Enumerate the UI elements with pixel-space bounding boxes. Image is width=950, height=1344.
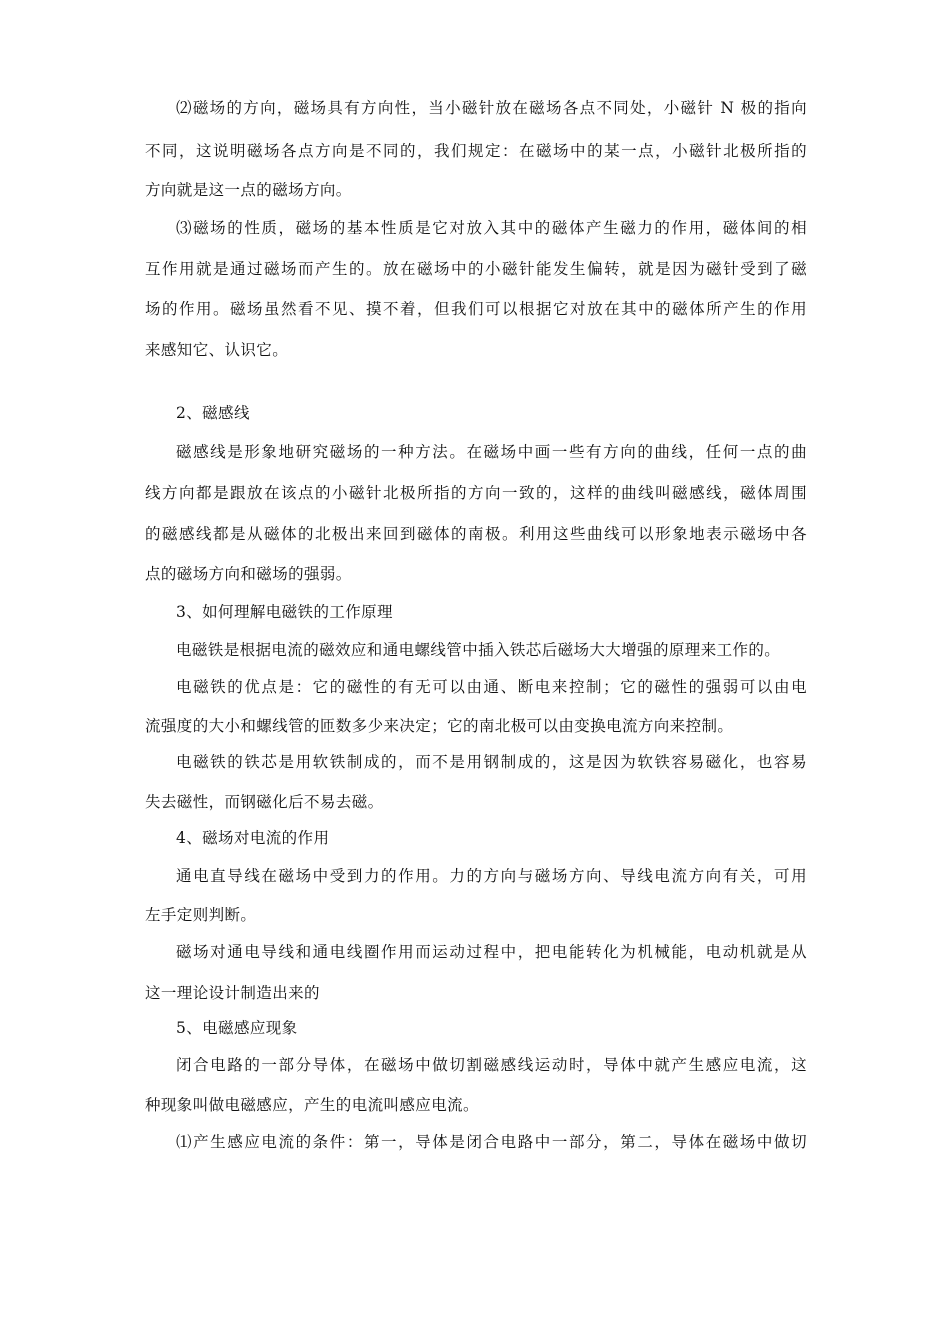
paragraph-electromagnet-core-line-2: 失去磁性，而钢磁化后不易去磁。 (145, 793, 384, 811)
heading-magnetic-field-lines: 2、磁感线 (176, 404, 250, 422)
paragraph-magnetic-property-line-4: 来感知它、认识它。 (145, 341, 289, 359)
paragraph-magnetic-direction-line-3: 方向就是这一点的磁场方向。 (145, 181, 352, 199)
paragraph-field-lines-line-1: 磁感线是形象地研究磁场的一种方法。在磁场中画一些有方向的曲线，任何一点的曲 (176, 443, 807, 461)
paragraph-motor-line-2: 这一理论设计制造出来的 (145, 984, 320, 1002)
paragraph-electromagnet-core-line-1: 电磁铁的铁芯是用软铁制成的，而不是用钢制成的，这是因为软铁容易磁化，也容易 (176, 753, 807, 771)
paragraph-electromagnet-advantages-line-2: 流强度的大小和螺线管的匝数多少来决定；它的南北极可以由变换电流方向来控制。 (145, 717, 734, 735)
paragraph-force-on-wire-line-1: 通电直导线在磁场中受到力的作用。力的方向与磁场方向、导线电流方向有关，可用 (176, 867, 807, 885)
paragraph-magnetic-property-line-2: 互作用就是通过磁场而产生的。放在磁场中的小磁针能发生偏转，就是因为磁针受到了磁 (145, 260, 807, 278)
paragraph-induction-line-1: 闭合电路的一部分导体，在磁场中做切割磁感线运动时，导体中就产生感应电流，这 (176, 1056, 807, 1074)
heading-electromagnetic-induction: 5、电磁感应现象 (176, 1019, 298, 1037)
paragraph-magnetic-direction-line-1: ⑵磁场的方向，磁场具有方向性，当小磁针放在磁场各点不同处，小磁针 N 极的指向 (176, 99, 807, 117)
paragraph-force-on-wire-line-2: 左手定则判断。 (145, 906, 257, 924)
paragraph-induction-conditions-line-1: ⑴产生感应电流的条件：第一，导体是闭合电路中一部分，第二，导体在磁场中做切 (176, 1133, 807, 1151)
paragraph-motor-line-1: 磁场对通电导线和通电线圈作用而运动过程中，把电能转化为机械能，电动机就是从 (176, 943, 807, 961)
paragraph-electromagnet-advantages-line-1: 电磁铁的优点是：它的磁性的有无可以由通、断电来控制；它的磁性的强弱可以由电 (176, 678, 807, 696)
heading-electromagnet-principle: 3、如何理解电磁铁的工作原理 (176, 603, 393, 621)
paragraph-induction-line-2: 种现象叫做电磁感应，产生的电流叫感应电流。 (145, 1096, 479, 1114)
paragraph-field-lines-line-4: 点的磁场方向和磁场的强弱。 (145, 565, 352, 583)
paragraph-field-lines-line-3: 的磁感线都是从磁体的北极出来回到磁体的南极。利用这些曲线可以形象地表示磁场中各 (145, 525, 807, 543)
paragraph-magnetic-property-line-1: ⑶磁场的性质，磁场的基本性质是它对放入其中的磁体产生磁力的作用，磁体间的相 (176, 219, 807, 237)
paragraph-electromagnet-principle-line-1: 电磁铁是根据电流的磁效应和通电螺线管中插入铁芯后磁场大大增强的原理来工作的。 (176, 641, 781, 659)
paragraph-magnetic-property-line-3: 场的作用。磁场虽然看不见、摸不着，但我们可以根据它对放在其中的磁体所产生的作用 (145, 300, 807, 318)
heading-field-on-current: 4、磁场对电流的作用 (176, 829, 330, 847)
paragraph-magnetic-direction-line-2: 不同，这说明磁场各点方向是不同的，我们规定：在磁场中的某一点，小磁针北极所指的 (145, 142, 807, 160)
paragraph-field-lines-line-2: 线方向都是跟放在该点的小磁针北极所指的方向一致的，这样的曲线叫磁感线，磁体周围 (145, 484, 807, 502)
